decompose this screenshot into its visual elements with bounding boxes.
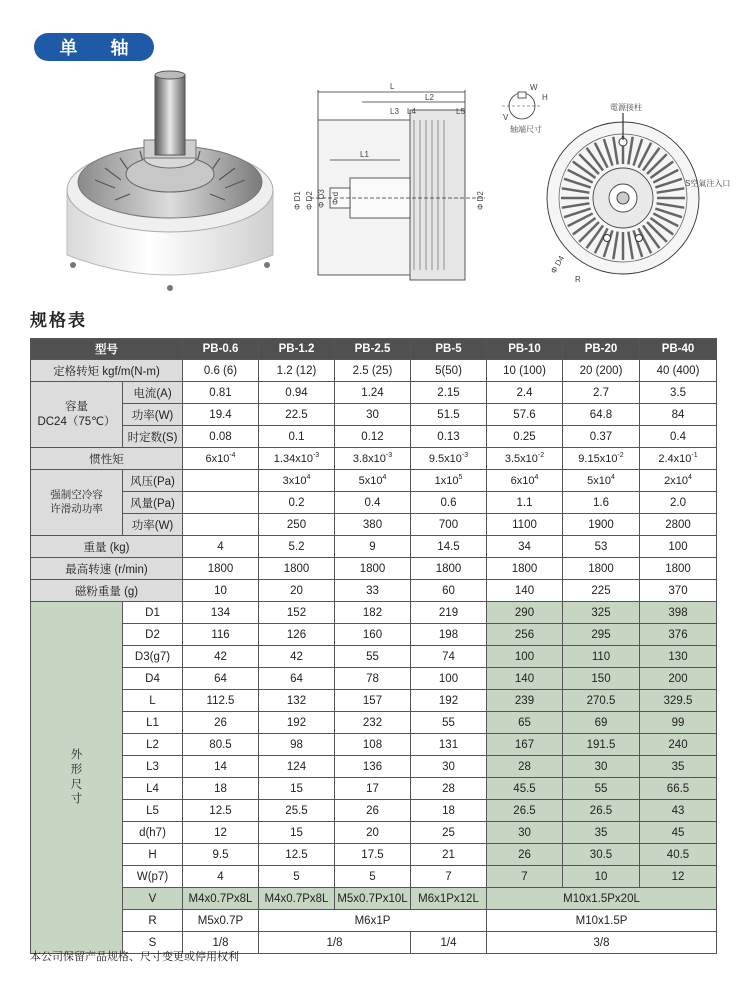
- row-label: L2: [123, 734, 183, 756]
- row-label: 功率(W): [123, 514, 183, 536]
- table-row: [31, 426, 717, 448]
- spec-table-title: 规格表: [30, 311, 87, 330]
- table-cell: 18: [411, 800, 487, 822]
- table-cell: 2.0: [640, 492, 717, 514]
- table-cell: 152: [259, 602, 335, 624]
- row-label: 磁粉重量 (g): [31, 580, 183, 602]
- table-cell: 0.81: [183, 382, 259, 404]
- table-cell: $3.8x10^{-3}$: [335, 448, 411, 470]
- table-row: [31, 866, 717, 888]
- table-cell: 12.5: [183, 800, 259, 822]
- table-cell: 10 (100): [487, 360, 563, 382]
- table-cell: 100: [640, 536, 717, 558]
- table-cell: 55: [411, 712, 487, 734]
- table-cell: 33: [335, 580, 411, 602]
- table-cell: 19.4: [183, 404, 259, 426]
- table-cell: 2.4: [487, 382, 563, 404]
- table-cell: 30: [487, 822, 563, 844]
- table-cell: 167: [487, 734, 563, 756]
- table-cell: 5(50): [411, 360, 487, 382]
- table-cell: 2.7: [563, 382, 640, 404]
- table-cell: $9.5x10^{-3}$: [411, 448, 487, 470]
- table-cell: 28: [411, 778, 487, 800]
- air-inlet-label: S空氣注入口: [685, 179, 731, 188]
- table-cell: 55: [335, 646, 411, 668]
- table-cell: 53: [563, 536, 640, 558]
- table-cell: 98: [259, 734, 335, 756]
- table-cell: 20: [259, 580, 335, 602]
- table-cell: 3/8: [487, 932, 717, 954]
- table-row: [31, 492, 717, 514]
- table-cell: 25.5: [259, 800, 335, 822]
- table-cell: 250: [259, 514, 335, 536]
- table-cell: 30: [335, 404, 411, 426]
- table-row: [31, 844, 717, 866]
- table-cell: 5: [259, 866, 335, 888]
- table-cell: 9.5: [183, 844, 259, 866]
- table-cell: 2.15: [411, 382, 487, 404]
- row-label: W(p7): [123, 866, 183, 888]
- table-cell: 4: [183, 866, 259, 888]
- side-view-drawing: [290, 80, 495, 285]
- table-cell: 12.5: [259, 844, 335, 866]
- table-cell: $9.15x10^{-2}$: [563, 448, 640, 470]
- keyway-label: 轴端尺寸: [510, 125, 542, 134]
- table-cell: 140: [487, 580, 563, 602]
- table-cell: 116: [183, 624, 259, 646]
- lever-label: 電源接柱: [610, 103, 642, 112]
- table-cell: $3x10^4$: [259, 470, 335, 492]
- table-row: [31, 536, 717, 558]
- row-label: 功率(W): [123, 404, 183, 426]
- table-cell: 45: [640, 822, 717, 844]
- table-cell: $5x10^4$: [335, 470, 411, 492]
- table-cell: 40.5: [640, 844, 717, 866]
- table-cell: $1x10^5$: [411, 470, 487, 492]
- row-label: S: [123, 932, 183, 954]
- table-cell: 43: [640, 800, 717, 822]
- dim-L5-label: L5: [456, 107, 465, 116]
- table-cell: 136: [335, 756, 411, 778]
- group-label: 外 形 尺 寸: [31, 602, 123, 954]
- header-model-col: PB-40: [640, 339, 717, 360]
- table-cell: 7: [487, 866, 563, 888]
- table-cell: 20 (200): [563, 360, 640, 382]
- table-cell: 270.5: [563, 690, 640, 712]
- table-cell: 17: [335, 778, 411, 800]
- table-cell: [183, 470, 259, 492]
- table-cell: 80.5: [183, 734, 259, 756]
- dim-D2-right-label: Φ D2: [476, 191, 485, 210]
- row-label: 定格转矩 kgf/m(N-m): [31, 360, 183, 382]
- dim-L1-label: L1: [360, 150, 369, 159]
- group-label: 强制空冷容 许滑动功率: [31, 470, 123, 536]
- row-label: 惯性矩: [31, 448, 183, 470]
- table-cell: 9: [335, 536, 411, 558]
- row-label: L1: [123, 712, 183, 734]
- table-cell: 200: [640, 668, 717, 690]
- table-cell: $6x10^{-4}$: [183, 448, 259, 470]
- table-cell: 14.5: [411, 536, 487, 558]
- table-cell: 0.25: [487, 426, 563, 448]
- table-cell: 110: [563, 646, 640, 668]
- header-model-col: PB-0.6: [183, 339, 259, 360]
- table-cell: 0.12: [335, 426, 411, 448]
- table-cell: 290: [487, 602, 563, 624]
- row-label: 风量(Pa): [123, 492, 183, 514]
- table-cell: 0.6: [411, 492, 487, 514]
- table-cell: 100: [411, 668, 487, 690]
- table-row: [31, 800, 717, 822]
- table-row: [31, 558, 717, 580]
- table-cell: 64: [259, 668, 335, 690]
- table-cell: 225: [563, 580, 640, 602]
- table-cell: 232: [335, 712, 411, 734]
- dim-V-label: V: [503, 113, 509, 122]
- table-cell: M4x0.7Px8L: [259, 888, 335, 910]
- table-cell: 157: [335, 690, 411, 712]
- table-cell: 0.08: [183, 426, 259, 448]
- dim-L-label: L: [390, 82, 395, 91]
- table-cell: 45.5: [487, 778, 563, 800]
- row-label: L4: [123, 778, 183, 800]
- row-label: 时定数(S): [123, 426, 183, 448]
- row-label: d(h7): [123, 822, 183, 844]
- table-cell: M6x1P: [259, 910, 487, 932]
- table-cell: 126: [259, 624, 335, 646]
- table-cell: 15: [259, 822, 335, 844]
- table-row: [31, 888, 717, 910]
- table-cell: 1.1: [487, 492, 563, 514]
- table-cell: 192: [411, 690, 487, 712]
- table-cell: 131: [411, 734, 487, 756]
- header-model-col: PB-2.5: [335, 339, 411, 360]
- header-model-col: PB-10: [487, 339, 563, 360]
- table-cell: 10: [183, 580, 259, 602]
- row-label: 风压(Pa): [123, 470, 183, 492]
- table-cell: 64: [183, 668, 259, 690]
- table-cell: 28: [487, 756, 563, 778]
- header-model: 型号: [31, 339, 183, 360]
- table-cell: 65: [487, 712, 563, 734]
- table-cell: 0.4: [335, 492, 411, 514]
- table-cell: 15: [259, 778, 335, 800]
- table-cell: $5x10^4$: [563, 470, 640, 492]
- table-cell: 192: [259, 712, 335, 734]
- table-cell: 0.1: [259, 426, 335, 448]
- dim-L3-label: L3: [390, 107, 399, 116]
- table-cell: 1/4: [411, 932, 487, 954]
- table-cell: 26: [183, 712, 259, 734]
- table-row: [31, 756, 717, 778]
- row-label: D2: [123, 624, 183, 646]
- table-row: [31, 910, 717, 932]
- spec-table: [30, 338, 717, 954]
- table-cell: 150: [563, 668, 640, 690]
- table-cell: 30.5: [563, 844, 640, 866]
- table-cell: 2.5 (25): [335, 360, 411, 382]
- product-photo: [55, 70, 285, 295]
- table-cell: 26: [487, 844, 563, 866]
- table-cell: 124: [259, 756, 335, 778]
- dim-H-label: H: [542, 93, 548, 102]
- dim-L4-label: L4: [407, 107, 416, 116]
- table-row: [31, 602, 717, 624]
- table-cell: 100: [487, 646, 563, 668]
- table-row: [31, 712, 717, 734]
- table-cell: M10x1.5Px20L: [487, 888, 717, 910]
- table-cell: 10: [563, 866, 640, 888]
- table-cell: 1800: [640, 558, 717, 580]
- table-cell: 42: [259, 646, 335, 668]
- dim-W-label: W: [530, 83, 538, 92]
- table-cell: [183, 492, 259, 514]
- row-label: R: [123, 910, 183, 932]
- table-cell: M5x0.7P: [183, 910, 259, 932]
- table-cell: 14: [183, 756, 259, 778]
- table-cell: 57.6: [487, 404, 563, 426]
- row-label: 重量 (kg): [31, 536, 183, 558]
- table-cell: 1800: [563, 558, 640, 580]
- header-model-col: PB-20: [563, 339, 640, 360]
- row-label: H: [123, 844, 183, 866]
- table-cell: 18: [183, 778, 259, 800]
- table-cell: 0.2: [259, 492, 335, 514]
- row-label: D1: [123, 602, 183, 624]
- table-cell: 1.24: [335, 382, 411, 404]
- dim-L2-label: L2: [425, 93, 434, 102]
- table-cell: 160: [335, 624, 411, 646]
- table-cell: 17.5: [335, 844, 411, 866]
- table-cell: 74: [411, 646, 487, 668]
- table-cell: 5.2: [259, 536, 335, 558]
- table-cell: 1.6: [563, 492, 640, 514]
- table-cell: 1800: [335, 558, 411, 580]
- table-row: [31, 690, 717, 712]
- table-cell: 1800: [183, 558, 259, 580]
- table-cell: 0.94: [259, 382, 335, 404]
- footnote: 本公司保留产品规格、尺寸变更或停用权利: [30, 951, 239, 963]
- table-cell: 112.5: [183, 690, 259, 712]
- table-cell: 12: [183, 822, 259, 844]
- table-row: [31, 360, 717, 382]
- dim-D2-label: Φ D2: [305, 191, 314, 210]
- row-label: D3(g7): [123, 646, 183, 668]
- table-cell: 22.5: [259, 404, 335, 426]
- table-cell: 1900: [563, 514, 640, 536]
- table-cell: 198: [411, 624, 487, 646]
- table-cell: M6x1Px12L: [411, 888, 487, 910]
- row-label: L5: [123, 800, 183, 822]
- table-cell: 84: [640, 404, 717, 426]
- table-row: [31, 822, 717, 844]
- dim-R-label: R: [575, 275, 581, 284]
- table-cell: 51.5: [411, 404, 487, 426]
- table-cell: 376: [640, 624, 717, 646]
- header-model-col: PB-5: [411, 339, 487, 360]
- table-row: [31, 382, 717, 404]
- dim-d-label: Φ d: [331, 191, 340, 205]
- table-cell: 1800: [259, 558, 335, 580]
- table-row: [31, 646, 717, 668]
- dim-D1-label: Φ D1: [293, 191, 302, 210]
- table-row: [31, 580, 717, 602]
- table-cell: 134: [183, 602, 259, 624]
- table-cell: M4x0.7Px8L: [183, 888, 259, 910]
- table-cell: 191.5: [563, 734, 640, 756]
- table-cell: 30: [563, 756, 640, 778]
- section-badge: 单 轴: [34, 33, 154, 61]
- table-row: [31, 448, 717, 470]
- table-cell: 2800: [640, 514, 717, 536]
- table-cell: 295: [563, 624, 640, 646]
- table-cell: 239: [487, 690, 563, 712]
- table-cell: 329.5: [640, 690, 717, 712]
- table-cell: 370: [640, 580, 717, 602]
- dim-D4-label: Φ D4: [548, 254, 567, 275]
- header-model-col: PB-1.2: [259, 339, 335, 360]
- table-cell: M10x1.5P: [487, 910, 717, 932]
- table-cell: 0.37: [563, 426, 640, 448]
- table-row: [31, 624, 717, 646]
- table-cell: 30: [411, 756, 487, 778]
- table-cell: 66.5: [640, 778, 717, 800]
- table-cell: 140: [487, 668, 563, 690]
- table-cell: 219: [411, 602, 487, 624]
- table-cell: 55: [563, 778, 640, 800]
- row-label: L3: [123, 756, 183, 778]
- table-cell: 12: [640, 866, 717, 888]
- table-row: [31, 668, 717, 690]
- table-cell: 99: [640, 712, 717, 734]
- group-label: 容量 DC24（75℃）: [31, 382, 123, 448]
- table-row: [31, 404, 717, 426]
- table-row: [31, 778, 717, 800]
- table-cell: 25: [411, 822, 487, 844]
- table-cell: 1/8: [259, 932, 411, 954]
- table-cell: 1800: [411, 558, 487, 580]
- table-cell: 1100: [487, 514, 563, 536]
- table-cell: $6x10^4$: [487, 470, 563, 492]
- row-label: 电流(A): [123, 382, 183, 404]
- table-header-row: [31, 339, 717, 360]
- table-cell: 26.5: [563, 800, 640, 822]
- table-cell: 398: [640, 602, 717, 624]
- table-cell: 108: [335, 734, 411, 756]
- table-cell: 34: [487, 536, 563, 558]
- table-cell: 69: [563, 712, 640, 734]
- table-cell: $2x10^4$: [640, 470, 717, 492]
- row-label: L: [123, 690, 183, 712]
- table-row: [31, 514, 717, 536]
- table-cell: 1/8: [183, 932, 259, 954]
- table-cell: 182: [335, 602, 411, 624]
- table-cell: 60: [411, 580, 487, 602]
- table-cell: M5x0.7Px10L: [335, 888, 411, 910]
- table-cell: 35: [640, 756, 717, 778]
- table-cell: 325: [563, 602, 640, 624]
- table-cell: 20: [335, 822, 411, 844]
- table-cell: 35: [563, 822, 640, 844]
- front-view-drawing: [535, 98, 731, 288]
- table-cell: 40 (400): [640, 360, 717, 382]
- dim-D3-label: Φ D3: [317, 189, 326, 208]
- table-row: [31, 470, 717, 492]
- table-cell: 240: [640, 734, 717, 756]
- table-cell: $3.5x10^{-2}$: [487, 448, 563, 470]
- table-cell: 700: [411, 514, 487, 536]
- table-cell: 256: [487, 624, 563, 646]
- table-cell: 0.6 (6): [183, 360, 259, 382]
- table-cell: 26.5: [487, 800, 563, 822]
- table-cell: 380: [335, 514, 411, 536]
- table-cell: 5: [335, 866, 411, 888]
- table-cell: 3.5: [640, 382, 717, 404]
- table-row: [31, 734, 717, 756]
- table-cell: 1.2 (12): [259, 360, 335, 382]
- table-cell: 78: [335, 668, 411, 690]
- row-label: D4: [123, 668, 183, 690]
- table-cell: 64.8: [563, 404, 640, 426]
- table-cell: 26: [335, 800, 411, 822]
- table-cell: 130: [640, 646, 717, 668]
- table-cell: 7: [411, 866, 487, 888]
- table-cell: 1800: [487, 558, 563, 580]
- table-cell: 132: [259, 690, 335, 712]
- table-cell: $1.34x10^{-3}$: [259, 448, 335, 470]
- table-cell: 0.4: [640, 426, 717, 448]
- table-cell: 21: [411, 844, 487, 866]
- row-label: V: [123, 888, 183, 910]
- table-cell: 4: [183, 536, 259, 558]
- table-cell: $2.4x10^{-1}$: [640, 448, 717, 470]
- table-cell: [183, 514, 259, 536]
- table-cell: 42: [183, 646, 259, 668]
- table-cell: 0.13: [411, 426, 487, 448]
- row-label: 最高转速 (r/min): [31, 558, 183, 580]
